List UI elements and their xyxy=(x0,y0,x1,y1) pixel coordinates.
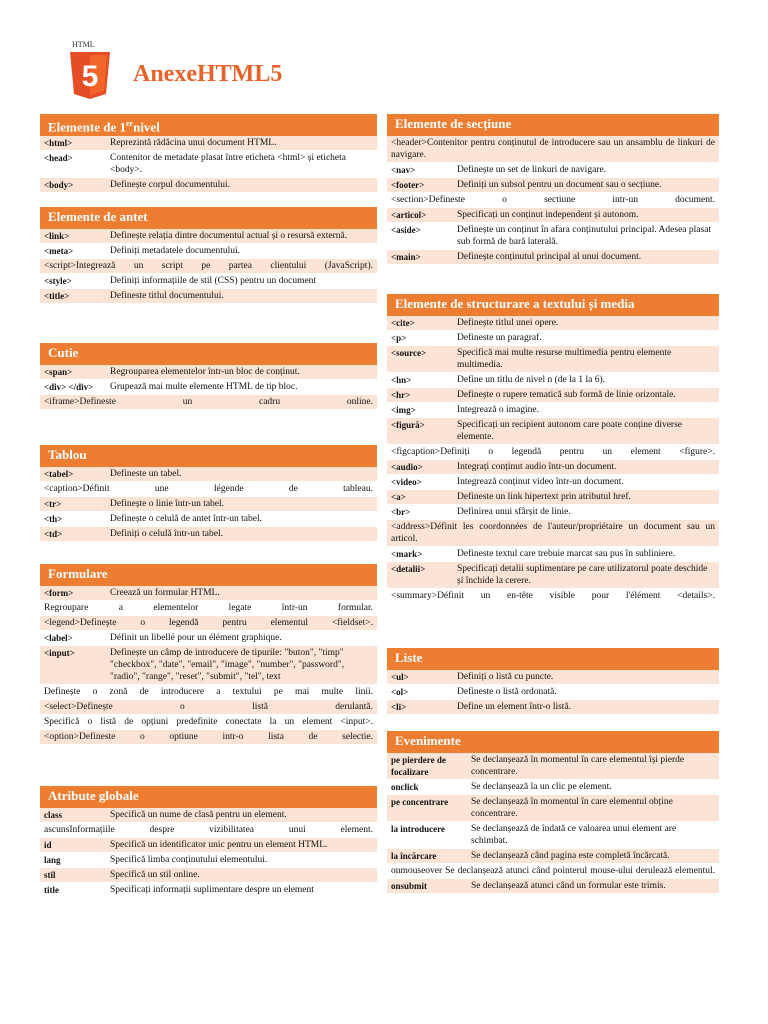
table-row xyxy=(387,700,719,715)
row-description: Defineste un tabel. xyxy=(106,467,377,482)
row-description: Specifică un identificator unic pentru un element HTML. xyxy=(106,838,377,853)
table-row xyxy=(387,475,719,490)
row-description: Specifică mai multe resurse multimedia pentru elemente multimedia. xyxy=(453,346,719,373)
table-row xyxy=(40,274,377,289)
table-row xyxy=(40,244,377,259)
row-tag: <ul> xyxy=(387,670,453,685)
table-row xyxy=(40,808,377,823)
row-tag: <td> xyxy=(40,527,106,542)
row-tag: <title> xyxy=(40,289,106,304)
row-description: Se declanșează când pagina este completă încărcată. xyxy=(467,849,719,864)
table-row xyxy=(387,849,719,864)
table-row xyxy=(387,250,719,265)
table-row xyxy=(40,601,377,616)
section-elemente-antet xyxy=(40,207,377,304)
section-evenimente xyxy=(387,731,719,894)
row-tag: <tabel> xyxy=(40,467,106,482)
row-tag: <footer> xyxy=(387,178,453,193)
table-row xyxy=(40,700,377,715)
row-description: Definiți o celulă într-un tabel. xyxy=(106,527,377,542)
row-tag: <source> xyxy=(387,346,453,373)
section-header: Elemente de secțiune xyxy=(387,114,719,136)
table-row xyxy=(387,864,719,879)
table-row xyxy=(40,730,377,745)
row-tag: onclick xyxy=(387,780,467,795)
table-row xyxy=(387,418,719,445)
table-row xyxy=(387,753,719,780)
table-row xyxy=(387,208,719,223)
table-row xyxy=(40,178,377,193)
row-text: <caption>Définit une légende de tableau. xyxy=(40,482,377,497)
row-text: Definește o zonă de introducere a textului pe mai multe linii. xyxy=(40,685,377,700)
row-tag: <input> xyxy=(40,646,106,685)
section-table xyxy=(40,808,377,898)
row-tag: <ol> xyxy=(387,685,453,700)
table-row xyxy=(387,490,719,505)
section-header: Elemente de 1ernivel xyxy=(40,114,377,136)
row-description: Definește conținutul principal al unui document. xyxy=(453,250,719,265)
section-table xyxy=(40,467,377,542)
row-text: <legend>Defineşte o legendă pentru elementul <fieldset>. xyxy=(40,616,377,631)
row-description: Integrați conținut audio într-un document. xyxy=(453,460,719,475)
table-row xyxy=(387,403,719,418)
row-tag: pe concentrare xyxy=(387,795,467,822)
section-sectiune xyxy=(387,114,719,265)
table-row xyxy=(387,780,719,795)
row-tag: <head> xyxy=(40,151,106,178)
row-text: Specifică o listă de opțiuni predefinite conectate la un element <input>. xyxy=(40,715,377,730)
logo-number: 5 xyxy=(81,60,99,93)
row-tag: <meta> xyxy=(40,244,106,259)
row-description: Se declanșează în momentul în care elementul își pierde concentrare. xyxy=(467,753,719,780)
row-tag: <link> xyxy=(40,229,106,244)
row-description: Definește un conținut în afara conținutului principal. Adesea plasat sub formă de bară laterală. xyxy=(453,223,719,250)
row-description: Integrează o imagine. xyxy=(453,403,719,418)
row-description: Creează un formular HTML. xyxy=(106,586,377,601)
row-description: Se declanșează atunci când un formular este trimis. xyxy=(467,879,719,894)
row-description: Definește o linie într-un tabel. xyxy=(106,497,377,512)
row-tag: <form> xyxy=(40,586,106,601)
section-header: Formulare xyxy=(40,564,377,586)
section-structurare xyxy=(387,294,719,604)
table-row xyxy=(40,395,377,410)
row-tag: <hr> xyxy=(387,388,453,403)
row-text: Regroupare a elementelor legate într-un formular. xyxy=(40,601,377,616)
row-tag: <audio> xyxy=(387,460,453,475)
row-tag: <html> xyxy=(40,136,106,151)
row-tag: pe pierdere de focalizare xyxy=(387,753,467,780)
page-title: AnexeHTML5 xyxy=(133,61,283,87)
row-text: <section>Defineste o sectiune intr-un document. xyxy=(387,193,719,208)
row-description: Definește o rupere tematică sub formă de linie orizontale. xyxy=(453,388,719,403)
table-row xyxy=(40,586,377,601)
row-tag: <mark> xyxy=(387,547,453,562)
table-row xyxy=(40,512,377,527)
row-description: Definește un câmp de introducere de tipurile: "buton", "timp" "checkbox", "date", "email", "image", "number", "password", "radio", "range", "reset", "submit", "tel", text xyxy=(106,646,377,685)
table-row xyxy=(387,670,719,685)
row-tag: <li> xyxy=(387,700,453,715)
table-row xyxy=(387,136,719,163)
section-table xyxy=(40,136,377,193)
row-description: Specificați un conținut independent și autonom. xyxy=(453,208,719,223)
table-row xyxy=(40,380,377,395)
section-table xyxy=(40,365,377,410)
row-tag: class xyxy=(40,808,106,823)
html5-logo xyxy=(68,38,112,100)
table-row xyxy=(387,505,719,520)
row-description: Reprezintă rădăcina unui document HTML. xyxy=(106,136,377,151)
section-header: Elemente de antet xyxy=(40,207,377,229)
table-row xyxy=(40,259,377,274)
row-tag: <p> xyxy=(387,331,453,346)
row-tag: title xyxy=(40,883,106,898)
row-tag: <hn> xyxy=(387,373,453,388)
row-description: Define un titlu de nivel n (de la 1 la 6). xyxy=(453,373,719,388)
row-tag: lang xyxy=(40,853,106,868)
table-row xyxy=(40,868,377,883)
row-description: Definește un set de linkuri de navigare. xyxy=(453,163,719,178)
row-description: Definește corpul documentului. xyxy=(106,178,377,193)
row-tag: <detalii> xyxy=(387,562,453,589)
row-description: Define un element într-o listă. xyxy=(453,700,719,715)
row-tag: <tr> xyxy=(40,497,106,512)
section-tablou xyxy=(40,445,377,542)
section-cutie xyxy=(40,343,377,410)
table-row xyxy=(387,445,719,460)
section-formulare xyxy=(40,564,377,745)
row-tag: <main> xyxy=(387,250,453,265)
table-row xyxy=(387,373,719,388)
row-tag: onsubmit xyxy=(387,879,467,894)
table-row xyxy=(40,151,377,178)
row-text: <option>Defineste o optiune intr-o lista de selectie. xyxy=(40,730,377,745)
section-header: Evenimente xyxy=(387,731,719,753)
table-row xyxy=(387,331,719,346)
logo-text: HTML xyxy=(72,40,95,49)
section-header: Cutie xyxy=(40,343,377,365)
row-description: Definiți informațiile de stil (CSS) pentru un document xyxy=(106,274,377,289)
section-table xyxy=(387,136,719,265)
row-tag: <video> xyxy=(387,475,453,490)
row-tag: <body> xyxy=(40,178,106,193)
row-tag: stil xyxy=(40,868,106,883)
row-text: <summary>Définit un en-tête visible pour l'élément <details>. xyxy=(387,589,719,604)
row-tag: <th> xyxy=(40,512,106,527)
row-tag: <style> xyxy=(40,274,106,289)
row-description: Definirea unui sfârșit de linie. xyxy=(453,505,719,520)
section-header: Liste xyxy=(387,648,719,670)
row-text: <figcaption>Definiți o legendă pentru un element <figure>. xyxy=(387,445,719,460)
row-tag: <cite> xyxy=(387,316,453,331)
table-row xyxy=(40,616,377,631)
table-row xyxy=(387,562,719,589)
table-row xyxy=(387,163,719,178)
row-text: <script>Integrează un script pe partea clientului (JavaScript). xyxy=(40,259,377,274)
row-description: Definește titlul unei opere. xyxy=(453,316,719,331)
table-row xyxy=(40,631,377,646)
row-text: <iframe>Defineste un cadru online. xyxy=(40,395,377,410)
row-tag: <img> xyxy=(387,403,453,418)
row-tag: <span> xyxy=(40,365,106,380)
section-table xyxy=(40,229,377,304)
row-description: Definiți un subsol pentru un document sau o secțiune. xyxy=(453,178,719,193)
row-tag: la încărcare xyxy=(387,849,467,864)
row-tag: <a> xyxy=(387,490,453,505)
row-description: Integrează conținut video într-un document. xyxy=(453,475,719,490)
table-row xyxy=(40,823,377,838)
table-row xyxy=(387,547,719,562)
section-header: Atribute globale xyxy=(40,786,377,808)
table-row xyxy=(387,460,719,475)
section-table xyxy=(387,316,719,604)
table-row xyxy=(40,289,377,304)
row-description: Defineste o listă ordonată. xyxy=(453,685,719,700)
table-row xyxy=(40,136,377,151)
table-row xyxy=(40,497,377,512)
row-text: <address>Définit les coordonnées de l'auteur/propriétaire un document sau un articol. xyxy=(387,520,719,547)
row-description: Specificați informații suplimentare despre un element xyxy=(106,883,377,898)
row-tag: la introducere xyxy=(387,822,467,849)
section-table xyxy=(40,586,377,745)
row-tag: id xyxy=(40,838,106,853)
table-row xyxy=(387,346,719,373)
table-row xyxy=(40,646,377,685)
row-description: Se declanșează la un clic pe element. xyxy=(467,780,719,795)
table-row xyxy=(40,838,377,853)
row-description: Specificați detalii suplimentare pe care utilizatorul poate deschide și închide la cerere. xyxy=(453,562,719,589)
table-row xyxy=(40,467,377,482)
section-table xyxy=(387,670,719,715)
row-description: Specifică un stil online. xyxy=(106,868,377,883)
table-row xyxy=(40,685,377,700)
table-row xyxy=(387,223,719,250)
table-row xyxy=(40,527,377,542)
row-description: Specifică un nume de clasă pentru un element. xyxy=(106,808,377,823)
table-row xyxy=(40,853,377,868)
row-description: Specifică limba conținutului elementului. xyxy=(106,853,377,868)
table-row xyxy=(387,316,719,331)
table-row xyxy=(387,178,719,193)
row-tag: <aside> xyxy=(387,223,453,250)
section-header: Elemente de structurare a textului și media xyxy=(387,294,719,316)
section-table xyxy=(387,753,719,894)
table-row xyxy=(387,822,719,849)
row-text: onmouseover Se declanșează atunci când pointerul mouse-ului derulează elementul. xyxy=(387,864,719,879)
row-description: Definește o celulă de antet într-un tabel. xyxy=(106,512,377,527)
row-description: Grupează mai multe elemente HTML de tip bloc. xyxy=(106,380,377,395)
row-description: Contenitor de metadate plasat între eticheta <html> și eticheta <body>. xyxy=(106,151,377,178)
row-tag: <figură> xyxy=(387,418,453,445)
row-description: Specificați un recipient autonom care poate conține diverse elemente. xyxy=(453,418,719,445)
row-text: <header>Contenitor pentru conținutul de introducere sau un ansamblu de linkuri de navigare. xyxy=(387,136,719,163)
table-row xyxy=(40,883,377,898)
row-description: Defineste un paragraf. xyxy=(453,331,719,346)
section-header: Tablou xyxy=(40,445,377,467)
table-row xyxy=(387,879,719,894)
table-row xyxy=(40,229,377,244)
table-row xyxy=(40,482,377,497)
table-row xyxy=(387,685,719,700)
table-row xyxy=(387,795,719,822)
section-liste xyxy=(387,648,719,715)
row-description: Définit un libellé pour un élément graphique. xyxy=(106,631,377,646)
row-description: Se declanșează de îndată ce valoarea unui element are schimbat. xyxy=(467,822,719,849)
row-tag: <div> </div> xyxy=(40,380,106,395)
row-tag: <label> xyxy=(40,631,106,646)
table-row xyxy=(387,193,719,208)
section-elemente-nivel xyxy=(40,114,377,193)
row-description: Definiți o listă cu puncte. xyxy=(453,670,719,685)
row-description: Se declanșează în momentul în care elementul obține concentrare. xyxy=(467,795,719,822)
row-text: <select>Definește o listă derulantă. xyxy=(40,700,377,715)
row-description: Definește relația dintre documentul actual și o resursă externă. xyxy=(106,229,377,244)
row-description: Definiți metadatele documentului. xyxy=(106,244,377,259)
section-atribute xyxy=(40,786,377,898)
row-description: Defineste textul care trebuie marcat sau pus în subliniere. xyxy=(453,547,719,562)
row-text: ascunsInformațiile despre vizibilitatea unui element. xyxy=(40,823,377,838)
table-row xyxy=(387,520,719,547)
row-tag: <nav> xyxy=(387,163,453,178)
table-row xyxy=(387,589,719,604)
row-tag: <articol> xyxy=(387,208,453,223)
table-row xyxy=(40,715,377,730)
row-description: Regrouparea elementelor într-un bloc de conținut. xyxy=(106,365,377,380)
table-row xyxy=(40,365,377,380)
table-row xyxy=(387,388,719,403)
row-description: Defineste titlul documentului. xyxy=(106,289,377,304)
row-tag: <br> xyxy=(387,505,453,520)
row-description: Defineste un link hipertext prin atributul href. xyxy=(453,490,719,505)
